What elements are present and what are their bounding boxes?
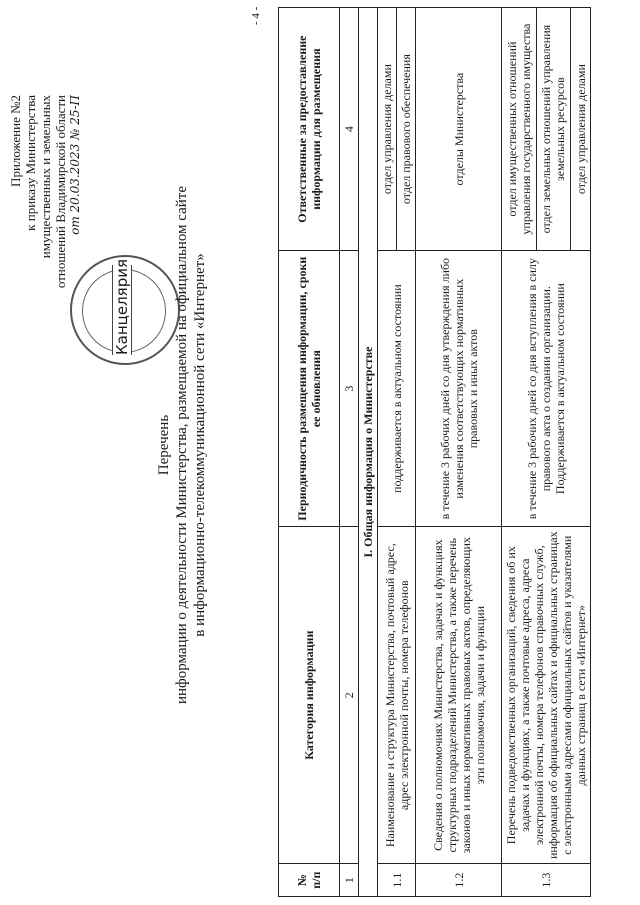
annex-date-number: от 20.03.2023 № 25-П	[68, 95, 82, 235]
numbering-cell: 3	[340, 251, 359, 527]
document-subtitle-line-2: в информационно-телекоммуникационной сети «Интернет»	[192, 253, 208, 637]
annex-line: к приказу Министерства	[23, 95, 38, 231]
row-period: поддерживается в актуальном состоянии	[378, 251, 416, 527]
row-number: 1.2	[416, 864, 502, 897]
table-header-row	[279, 8, 340, 897]
numbering-cell: 2	[340, 527, 359, 864]
row-category: Перечень подведомственных организаций, сведения об их задачах и функциях, а также почтовые адреса, адреса электронной почты, номера телефонов справочных служб, информация об официальных сайтах и официальных страницах с электронными адресами официальных сайтов и указателями данных страниц в сети «Интернет»	[502, 527, 591, 864]
row-category: Наименование и структура Министерства, почтовый адрес, адрес электронной почты, номера телефонов	[378, 527, 416, 864]
table-row	[416, 8, 502, 897]
annex-line: Приложение №2	[8, 95, 23, 187]
document-title: Перечень	[156, 414, 172, 476]
header-responsible: Ответственные за предоставление информации для размещения	[279, 8, 340, 251]
numbering-cell: 4	[340, 8, 359, 251]
row-responsible: отдел имущественных отношений управления государственного имущества	[502, 8, 537, 251]
header-period: Периодичность размещения информации, сроки ее обновления	[279, 251, 340, 527]
row-responsible: отдел управления делами	[571, 8, 591, 251]
annex-line: отношений Владимирской области	[53, 95, 68, 289]
information-table	[278, 7, 591, 897]
row-responsible: отделы Министерства	[416, 8, 502, 251]
row-number: 1.1	[378, 864, 416, 897]
row-number: 1.3	[502, 864, 591, 897]
table-row	[502, 8, 537, 897]
annex-block	[8, 95, 83, 305]
section-row	[359, 8, 378, 897]
document-subtitle-line-1: информации о деятельности Министерства, размещаемой на официальном сайте	[174, 185, 190, 705]
annex-line: имущественных и земельных	[38, 95, 53, 259]
page-number: - 4 -	[250, 6, 262, 25]
row-period: в течение 3 рабочих дней со дня утверждения либо изменения соответствующих нормативных правовых и иных актов	[416, 251, 502, 527]
stamp-word: Канцелярия	[113, 259, 131, 355]
row-period: в течение 3 рабочих дней со дня вступления в силу правового акта о создании организации. Поддерживается в актуальном состоянии	[502, 251, 591, 527]
row-responsible: отдел правового обеспечения	[397, 8, 416, 251]
section-heading: I. Общая информация о Министерстве	[359, 8, 378, 897]
numbering-cell: 1	[340, 864, 359, 897]
numbering-row	[340, 8, 359, 897]
row-category: Сведения о полномочиях Министерства, задачах и функциях структурных подразделений Министерства, а также перечень законов и иных нормативных правовых актов, определяющих эти полномочия, задачи и функции	[416, 527, 502, 864]
row-responsible: отдел управления делами	[378, 8, 397, 251]
document-title-block	[155, 95, 209, 795]
header-category: Категория информации	[279, 527, 340, 864]
table-row	[378, 8, 397, 897]
row-responsible: отдел земельных отношений управления земельных ресурсов	[536, 8, 571, 251]
header-number: № п/п	[279, 864, 340, 897]
